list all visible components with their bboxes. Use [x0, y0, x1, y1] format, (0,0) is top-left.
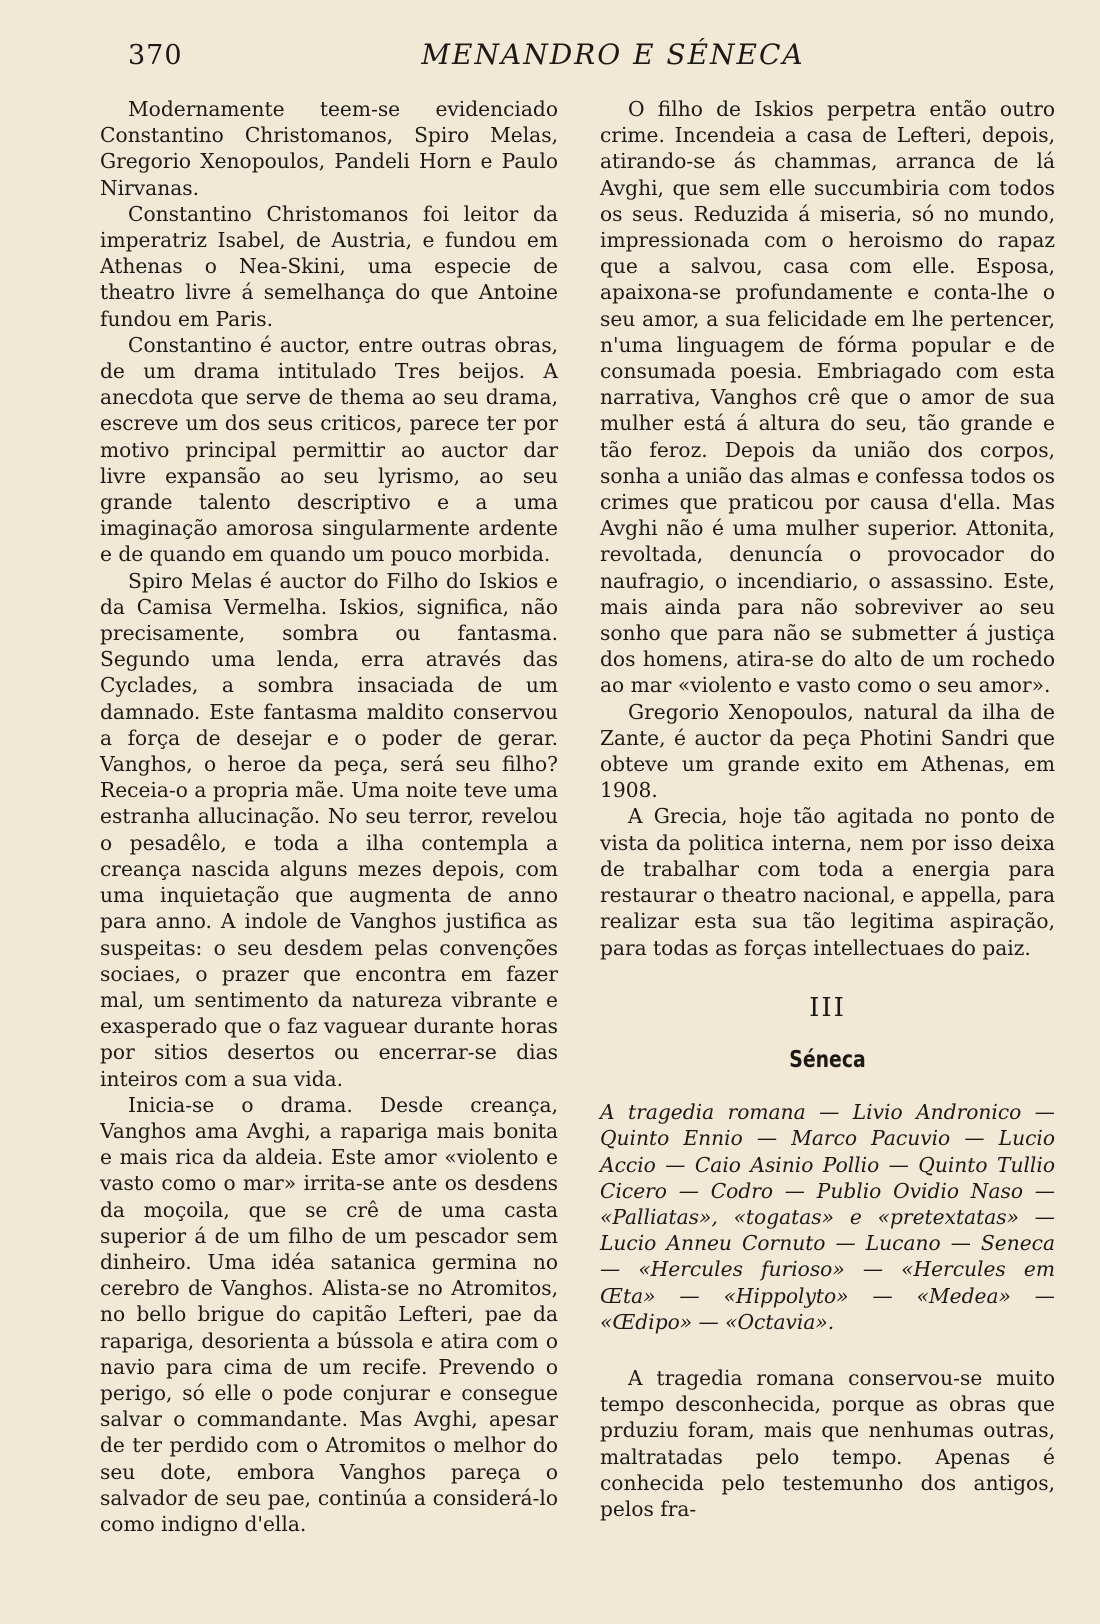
chapter-summary — [600, 1099, 1055, 1335]
section-numeral: III — [809, 992, 846, 1023]
paragraph: Modernamente teem-se evidenciado Constantino Christomanos, Spiro Melas, Gregorio Xenopoulos, Pandeli Horn e Paulo Nirvanas. — [100, 97, 558, 200]
page-header — [128, 38, 1008, 78]
right-column — [600, 96, 1055, 1522]
left-column — [100, 96, 558, 1537]
page-number: 370 — [128, 40, 183, 71]
paragraph: Inicia-se o drama. Desde creança, Vanghos ama Avghi, a rapariga mais bonita e mais rica da aldeia. Este amor «violento e vasto como o mar» irrita-se ante os desdens da moçoila, que se crê de uma casta superior á de um filho de um pescador sem dinheiro. Uma idéa satanica germina no cerebro de Vanghos. Alista-se no Atromitos, no bello brigue do capitão Lefteri, pae da rapariga, desorienta a bússola e atira com o navio para cima de um recife. Prevendo o perigo, só elle o pode conjurar e consegue salvar o commandante. Mas Avghi, apesar de ter perdido com o Atromitos o melhor do seu dote, embora Vanghos pareça o salvador de seu pae, continúa a considerá-lo como indigno d'ella. — [100, 1092, 558, 1536]
paragraph: Constantino Christomanos foi leitor da imperatriz Isabel, de Austria, e fundou em Athenas o Nea-Skini, uma especie de theatro livre á semelhança do que Antoine fundou em Paris. — [100, 201, 558, 331]
paragraph: Gregorio Xenopoulos, natural da ilha de Zante, é auctor da peça Photini Sandri que obteve um grande exito em Athenas, em 1908. — [600, 699, 1055, 803]
paragraph: Constantino é auctor, entre outras obras, de um drama intitulado Tres beijos. A anecdota que serve de thema ao seu drama, escreve um dos seus criticos, parece ter por motivo principal permittir ao auctor dar livre expansão ao seu lyrismo, ao seu grande talento descriptivo e a uma imaginação amorosa singularmente ardente e de quando em quando um pouco morbida. — [100, 332, 558, 567]
paragraph: O filho de Iskios perpetra então outro crime. Incendeia a casa de Lefteri, depois, atirando-se ás chammas, arranca de lá Avghi, que sem elle succumbiria com todos os seus. Reduzida á miseria, só no mundo, impressionada com o heroismo do rapaz que a salvou, casa com elle. Esposa, apaixona-se profundamente e conta-lhe o seu amor, a sua felicidade em lhe pertencer, n'uma linguagem de fórma popular e de consumada poesia. Embriagado com esta narrativa, Vanghos crê que o amor de sua mulher está á altura do seu, tão grande e tão feroz. Depois da união dos corpos, sonha a união das almas e confessa todos os crimes que praticou por causa d'ella. Mas Avghi não é uma mulher superior. Attonita, revoltada, denuncía o provocador do naufragio, o incendiario, o assassino. Este, mais ainda para não sobreviver ao seu sonho que para não se submetter á justiça dos homens, atira-se do alto de um rochedo ao mar «violento e vasto como o seu amor». — [600, 97, 1055, 698]
spacer — [600, 1335, 1055, 1365]
chapter-summary-text: A tragedia romana — Livio Andronico — Quinto Ennio — Marco Pacuvio — Lucio Accio — Caio Asinio Pollio — Quinto Tullio Cicero — Codro — Publio Ovidio Naso — «Palliatas», «togatas» e «pretextatas» — Lucio Anneu Cornuto — Lucano — Seneca — «Hercules furioso» — «Hercules em Œta» — «Hippolyto» — «Medea» — «Œdipo» — «Octavia». — [600, 1100, 1055, 1334]
paragraph: A Grecia, hoje tão agitada no ponto de vista da politica interna, nem por isso deixa de trabalhar com toda a energia para restaurar o theatro nacional, e appella, para realizar esta sua tão legitima aspiração, para todas as forças intellectuaes do paiz. — [600, 804, 1055, 960]
paragraph: Spiro Melas é auctor do Filho do Iskios e da Camisa Vermelha. Iskios, significa, não precisamente, sombra ou fantasma. Segundo uma lenda, erra através das Cyclades, a sombra insaciada de um damnado. Este fantasma maldito conservou a força de desejar e o poder de gerar. Vanghos, o heroe da peça, será seu filho? Receia-o a propria mãe. Uma noite teve uma estranha allucinação. No seu terror, revelou o pesadêlo, e toda a ilha contempla a creança nascida alguns mezes depois, com uma inquietação que augmenta de anno para anno. A indole de Vanghos justifica as suspeitas: o seu desdem pelas convenções sociaes, o prazer que encontra em fazer mal, um sentimento da natureza vibrante e exasperado que o faz vaguear durante horas por sitios desertos ou encerrar-se dias inteiros com a sua vida. — [100, 568, 558, 1091]
paragraph: A tragedia romana conservou-se muito tempo desconhecida, porque as obras que prduziu foram, mais que nenhumas outras, maltratadas pelo tempo. Apenas é conhecida pelo testemunho dos antigos, pelos fra- — [600, 1365, 1055, 1521]
section-title: Séneca — [789, 1046, 866, 1073]
running-title: MENANDRO E SÉNECA — [421, 38, 805, 71]
